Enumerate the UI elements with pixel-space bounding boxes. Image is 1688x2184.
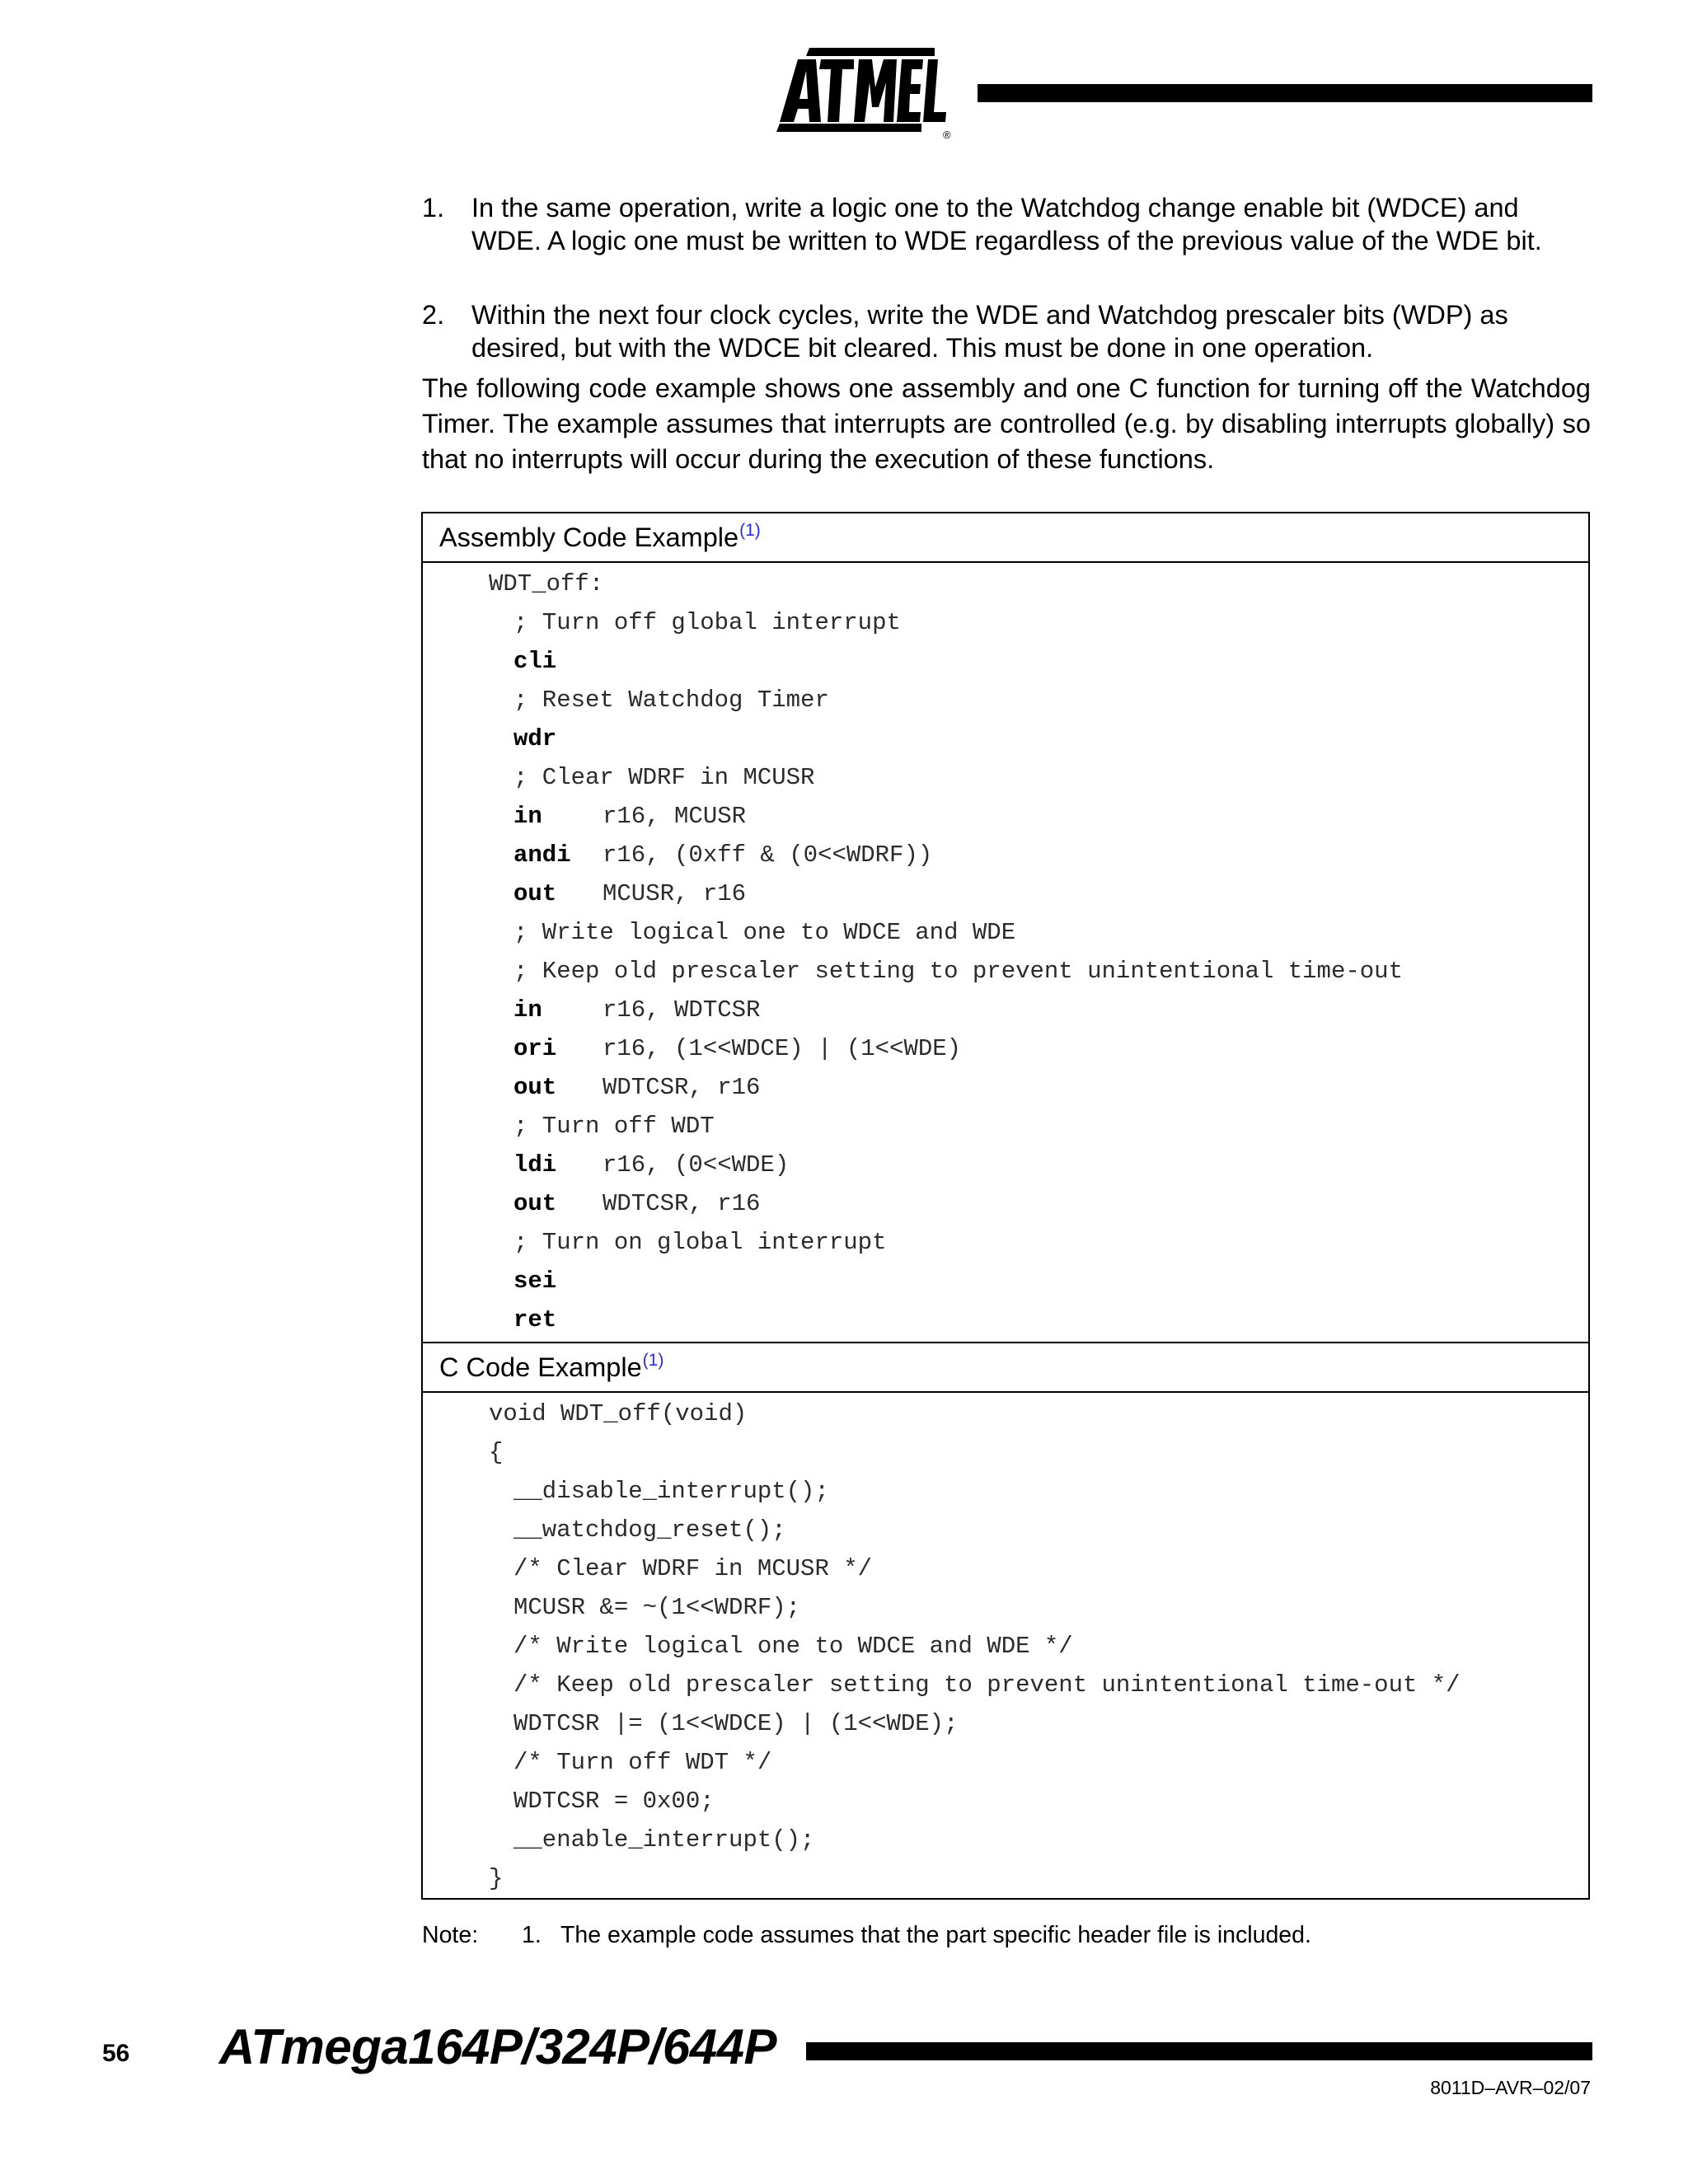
list-item-number: 1. — [422, 193, 445, 223]
footer-rule — [806, 2042, 1592, 2060]
code-operand: WDT_off: — [489, 570, 604, 598]
code-instruction: ldi — [513, 1151, 557, 1179]
code-instruction: ori — [513, 1035, 557, 1062]
code-instruction: sei — [513, 1268, 557, 1295]
code-operand: ; Turn off global interrupt — [513, 609, 901, 636]
note-number: 1. — [522, 1922, 542, 1948]
code-operand: ; Keep old prescaler setting to prevent unintentional time-out — [513, 958, 1403, 985]
code-line — [513, 1068, 760, 1107]
code-operand: r16, (0<<WDE) — [603, 1151, 790, 1179]
c-code-block — [423, 1393, 1588, 1904]
code-line — [513, 681, 829, 719]
code-line — [513, 719, 603, 758]
code-operand: ; Turn off WDT — [513, 1113, 715, 1140]
code-line — [513, 1301, 603, 1339]
code-operand: ; Reset Watchdog Timer — [513, 687, 829, 714]
code-line — [513, 952, 1403, 991]
code-line — [513, 836, 932, 874]
note-label: Note: — [422, 1922, 479, 1948]
atmel-logo — [773, 48, 953, 140]
code-instruction: in — [513, 996, 542, 1024]
code-operand: WDTCSR, r16 — [603, 1190, 761, 1217]
list-item-text: Within the next four clock cycles, write the WDE and Watchdog prescaler bits (WDP) as desired, but with the WDCE bit cleared. This must be done in one operation. — [471, 300, 1508, 363]
list-item-number: 2. — [422, 300, 445, 330]
product-title: ATmega164P/324P/644P — [219, 2019, 776, 2074]
code-operand: r16, (0xff & (0<<WDRF)) — [603, 841, 933, 869]
code-instruction: cli — [513, 648, 557, 675]
code-line — [513, 1184, 760, 1223]
code-line — [513, 1146, 789, 1184]
code-operand: ; Turn on global interrupt — [513, 1229, 887, 1256]
code-line: /* Keep old prescaler setting to prevent unintentional time-out */ — [513, 1671, 1461, 1699]
code-instruction: in — [513, 803, 542, 830]
code-operand: r16, WDTCSR — [603, 996, 761, 1024]
c-code-heading — [423, 1343, 1588, 1391]
code-operand: MCUSR, r16 — [603, 880, 747, 907]
code-line — [513, 874, 746, 913]
code-line: MCUSR &= ~(1<<WDRF); — [513, 1594, 801, 1621]
code-line: /* Clear WDRF in MCUSR */ — [513, 1555, 873, 1582]
code-operand: r16, (1<<WDCE) | (1<<WDE) — [603, 1035, 962, 1062]
code-line — [513, 758, 814, 797]
code-line — [513, 642, 603, 681]
code-line — [513, 1262, 603, 1301]
code-line: WDTCSR = 0x00; — [513, 1788, 715, 1815]
code-example-table — [421, 512, 1590, 1900]
code-operand: ; Write logical one to WDCE and WDE — [513, 919, 1016, 946]
page-number: 56 — [102, 2040, 130, 2067]
code-instruction: out — [513, 1190, 557, 1217]
c-code-title: C Code Example — [439, 1352, 642, 1382]
code-line — [513, 1107, 715, 1146]
code-operand: ; Clear WDRF in MCUSR — [513, 764, 815, 791]
code-line: { — [489, 1439, 504, 1466]
code-line: WDTCSR |= (1<<WDCE) | (1<<WDE); — [513, 1710, 959, 1737]
code-instruction: andi — [513, 841, 571, 869]
document-code: 8011D–AVR–02/07 — [1430, 2077, 1591, 2098]
code-line — [513, 797, 746, 836]
code-line: /* Turn off WDT */ — [513, 1749, 772, 1776]
assembly-title: Assembly Code Example — [439, 523, 739, 552]
code-line — [513, 603, 901, 642]
code-instruction: wdr — [513, 725, 557, 752]
assembly-heading — [423, 513, 1588, 561]
code-instruction: ret — [513, 1306, 557, 1333]
code-line: /* Write logical one to WDCE and WDE */ — [513, 1633, 1073, 1660]
code-line — [513, 991, 760, 1029]
note-text: The example code assumes that the part specific header file is included. — [560, 1922, 1311, 1948]
assembly-code-block — [423, 563, 1588, 1342]
header-rule — [978, 84, 1592, 102]
code-line: void WDT_off(void) — [489, 1400, 748, 1427]
footnote-link[interactable]: (1) — [642, 1351, 664, 1370]
code-operand: WDTCSR, r16 — [603, 1074, 761, 1101]
code-line: __watchdog_reset(); — [513, 1516, 786, 1544]
code-line — [513, 1029, 961, 1068]
footnote-link[interactable]: (1) — [739, 521, 761, 540]
list-item-text: In the same operation, write a logic one to the Watchdog change enable bit (WDCE) and WDE. A logic one must be written to WDE regardless of the previous value of the WDE bit. — [471, 193, 1542, 255]
code-instruction: out — [513, 880, 557, 907]
code-line — [513, 1223, 886, 1262]
code-operand: r16, MCUSR — [603, 803, 747, 830]
code-line: __disable_interrupt(); — [513, 1478, 829, 1505]
code-line — [489, 565, 603, 603]
svg-text:®: ® — [943, 129, 951, 140]
code-line — [513, 913, 1015, 952]
code-line: __enable_interrupt(); — [513, 1826, 815, 1854]
code-instruction: out — [513, 1074, 557, 1101]
intro-paragraph: The following code example shows one assembly and one C function for turning off the Watchdog Timer. The example assumes that interrupts are controlled (e.g. by disabling interrupts globally) so that no interrupts will occur during the execution of these functions. — [422, 373, 1591, 474]
code-line: } — [489, 1865, 504, 1892]
